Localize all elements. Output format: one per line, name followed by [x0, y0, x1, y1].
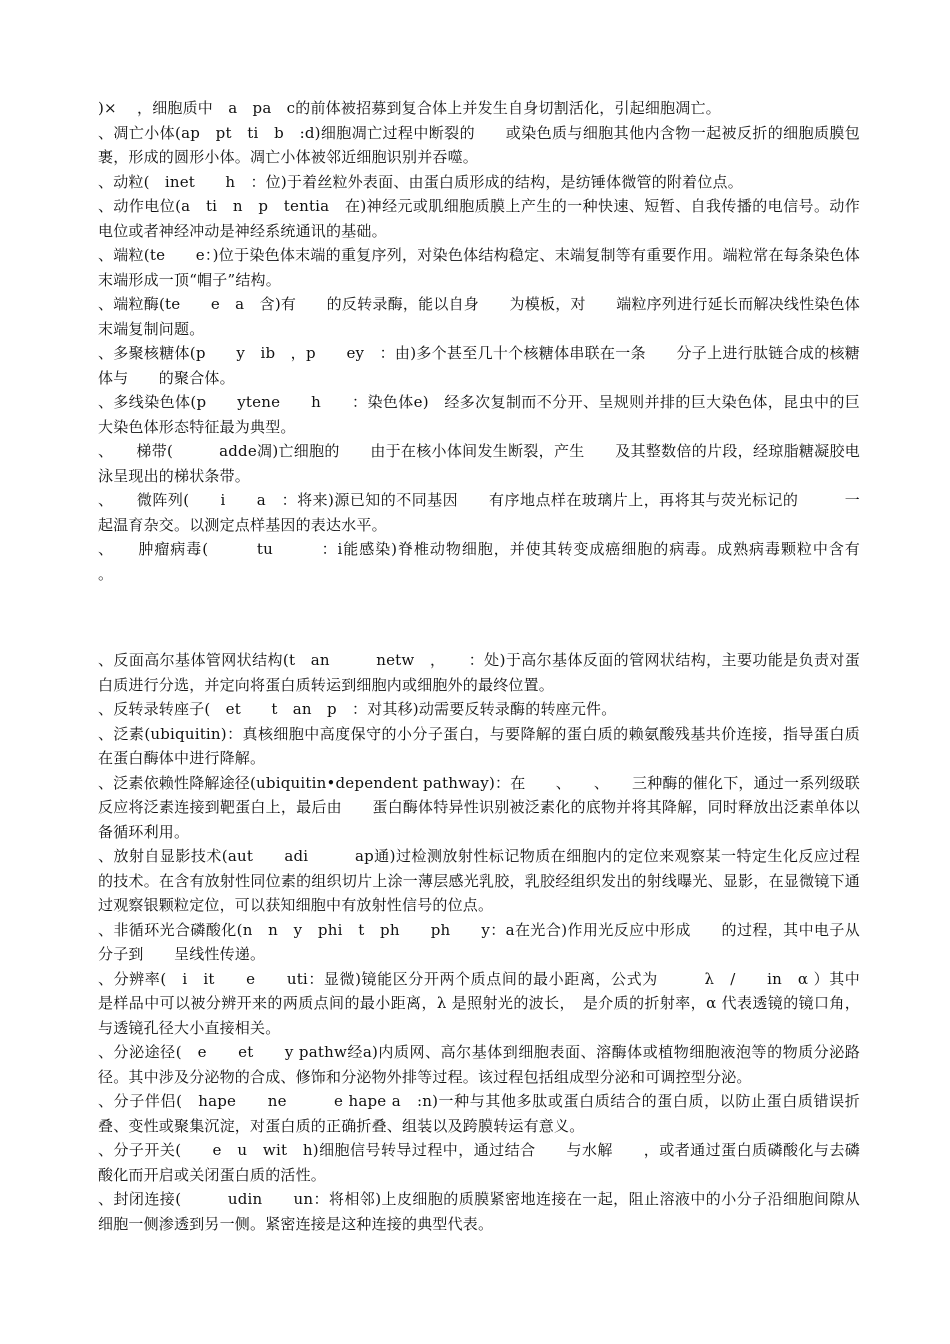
entry-polytene-chromosome: 、多线染色体(p ytene h ：染色体e) 经多次复制而不分开、呈规则并排的巨大染色体，昆虫中的巨大染色体形态特征最为典型。: [98, 393, 860, 436]
glossary-section-2: [98, 648, 891, 1236]
entry-autoradiography: 、放射自显影技术(aut adi ap通)过检测放射性标记物质在细胞内的定位来观察某一特定生化反应过程的技术。在含有放射性同位素的组织切片上涂一薄层感光乳胶，乳胶经组织发出的射线曝光、显影，在显微镜下通过观察银颗粒定位，可以获知细胞中有放射性信号的位点。: [98, 847, 860, 914]
entry-retrotransposon: 、反转录转座子( et t an p ：对其移)动需要反转录酶的转座元件。: [98, 700, 617, 718]
entry-apoptosome-cont: )× ，细胞质中 a pa c的前体被招募到复合体上并发生自身切割活化，引起细胞凋亡。: [98, 99, 721, 117]
entry-polyribosome: 、多聚核糖体(p y ib ，p ey ：由)多个甚至几十个核糖体串联在一条 分子上进行肽链合成的核糖体与 的聚合体。: [98, 344, 860, 387]
entry-trans-golgi-network: 、反面高尔基体管网状结构(t an netw ， ：处)于高尔基体反面的管网状结构，主要功能是负责对蛋白质进行分选，并定向将蛋白质转运到细胞内或细胞外的最终位置。: [98, 651, 860, 694]
entry-apoptotic-body: 、凋亡小体(ap pt ti b :d)细胞凋亡过程中断裂的 或染色质与细胞其他内含物一起被反折的细胞质膜包裹，形成的圆形小体。凋亡小体被邻近细胞识别并吞噬。: [98, 123, 860, 166]
entry-dna-ladder: 、 梯带( adde凋)亡细胞的 由于在核小体间发生断裂，产生 及其整数倍的片段，经琼脂糖凝胶电泳呈现出的梯状条带。: [98, 442, 860, 485]
entry-ubiquitin-pathway: 、泛素依赖性降解途径(ubiquitin•dependent pathway)：在 、 、 三种酶的催化下，通过一系列级联反应将泛素连接到靶蛋白上，最后由 蛋白酶体特异性识别被泛素化的底物并将其降解，同时释放出泛素单体以备循环利用。: [98, 773, 861, 841]
entry-action-potential: 、动作电位(a ti n p tentia 在)神经元或肌细胞质膜上产生的一种快速、短暂、自我传播的电信号。动作电位或者神经冲动是神经系统通讯的基础。: [98, 197, 860, 240]
entry-kinetochore: 、动粒( inet h ：位)于着丝粒外表面、由蛋白质形成的结构，是纺锤体微管的附着位点。: [98, 172, 743, 191]
entry-ubiquitin: 、泛素(ubiquitin)：真核细胞中高度保守的小分子蛋白，与要降解的蛋白质的赖氨酸残基共价连接，指导蛋白质在蛋白酶体中进行降解。: [98, 724, 860, 767]
entry-dna-microarray: 、 微阵列( i a ：将来)源已知的不同基因 有序地点样在玻璃片上，再将其与荧光标记的 一起温育杂交。以测定点样基因的表达水平。: [98, 491, 860, 534]
entry-molecular-switch: 、分子开关( e u wit h)细胞信号转导过程中，通过结合 与水解 ，或者通过蛋白质磷酸化与去磷酸化而开启或关闭蛋白质的活性。: [98, 1141, 860, 1184]
entry-dna-tumor-virus: 、 肿瘤病毒( tu ：i能感染)脊椎动物细胞，并使其转变成癌细胞的病毒。成熟病毒颗粒中含有 。: [98, 540, 891, 583]
entry-telomere: 、端粒(te e：)位于染色体末端的重复序列，对染色体结构稳定、末端复制等有重要作用。端粒常在每条染色体末端形成一顶“帽子”结构。: [98, 246, 860, 289]
entry-telomerase: 、端粒酶(te e a 含)有 的反转录酶，能以自身 为模板，对 端粒序列进行延长而解决线性染色体末端复制问题。: [98, 295, 860, 338]
entry-molecular-chaperone: 、分子伴侣( hape ne e hape a :n)一种与其他多肽或蛋白质结合的蛋白质，以防止蛋白质错误折叠、变性或聚集沉淀，对蛋白质的正确折叠、组装以及跨膜转运有意义。: [98, 1092, 860, 1135]
entry-secretory-pathway: 、分泌途径( e et y pathw经a)内质网、高尔基体到细胞表面、溶酶体或植物细胞液泡等的物质分泌路径。其中涉及分泌物的合成、修饰和分泌物外排等过程。该过程包括组成型分泌和可调控型分泌。: [98, 1043, 860, 1086]
entry-occluding-junction: 、封闭连接( udin un：将相邻)上皮细胞的质膜紧密地连接在一起，阻止溶液中的小分子沿细胞间隙从细胞一侧渗透到另一侧。紧密连接是这种连接的典型代表。: [98, 1190, 860, 1233]
entry-resolution: 、分辨率( i it e uti：显微)镜能区分开两个质点间的最小距离，公式为 λ / in α ）其中 是样品中可以被分辨开来的两质点间的最小距离，λ 是照射光的波长， 是介质的折射率，α 代表透镜的镜口角，与透镜孔径大小直接相关。: [98, 969, 876, 1037]
entry-noncyclic-photophosphorylation: 、非循环光合磷酸化(n n y phi t ph ph y：a在光合)作用光反应中形成 的过程，其中电子从 分子到 呈线性传递。: [98, 920, 891, 963]
glossary-section-1: [98, 96, 891, 586]
